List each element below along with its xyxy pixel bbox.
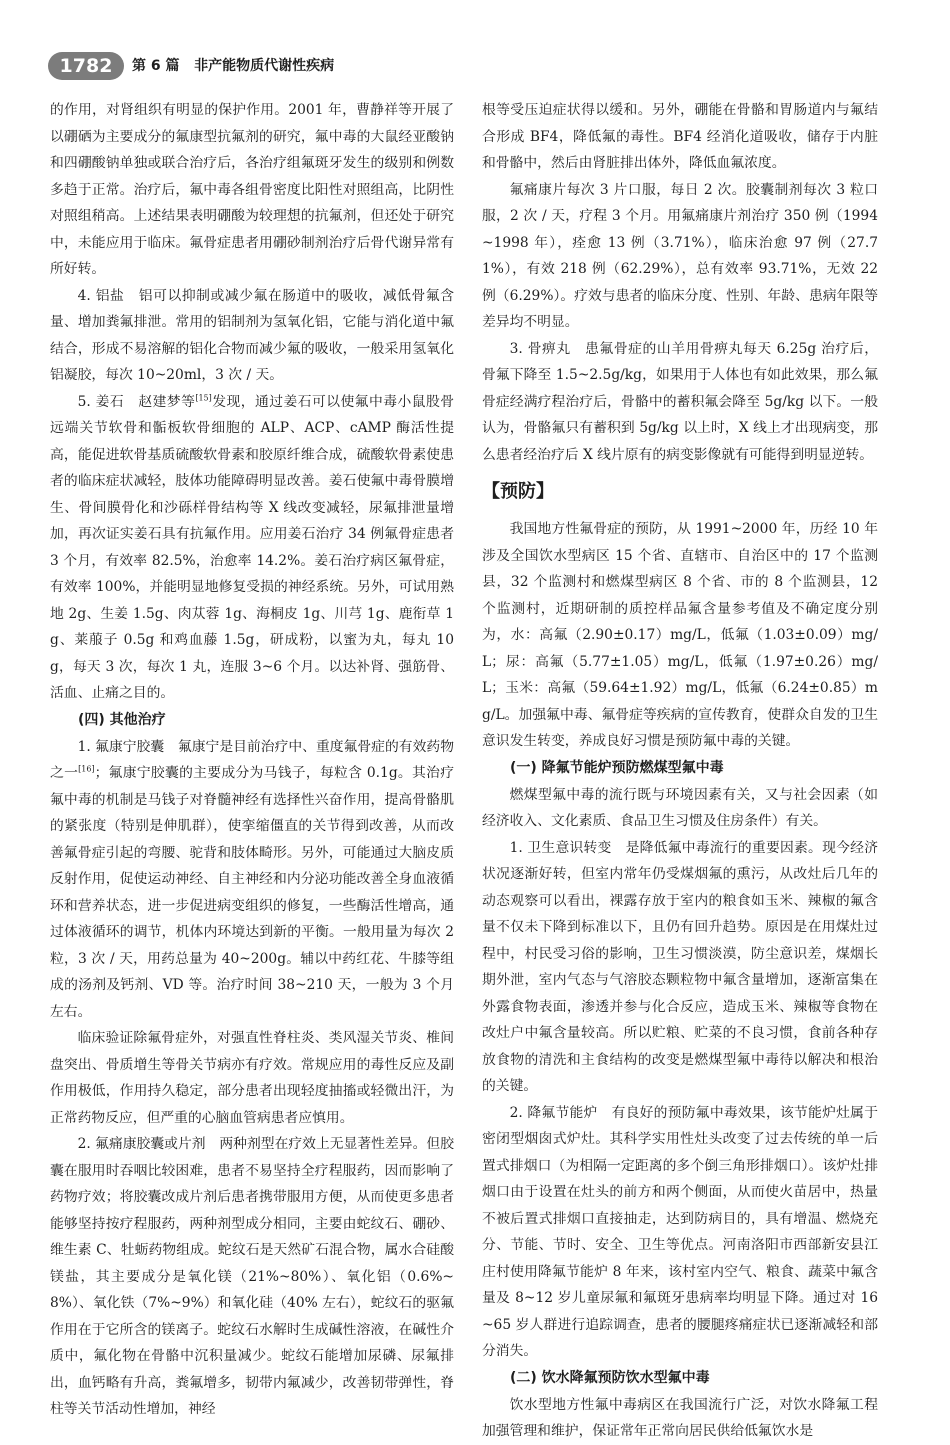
paragraph-futongkang-tablet: 氟痛康片每次 3 片口服，每日 2 次。胶囊制剂每次 3 粒口服，2 次 / 天，疗程 3 个月。用氟痛康片剂治疗 350 例（1994~1998 年），痊愈 13 例（3.71%），临床治愈 97 例（27.71%），有效 218 例（62.29%），总有效率 93.71%，无效 22 例（6.29%）。疗效与患者的临床分度、性别、年龄、患病年限等差异均不明显。 bbox=[482, 181, 878, 330]
paragraph-prevention: 我国地方性氟骨症的预防，从 1991~2000 年，历经 10 年涉及全国饮水型病区 15 个省、直辖市、自治区中的 17 个监测县，32 个监测村和燃煤型病区 8 个省、市的 8 个监测县，12 个监测村，近期研制的质控样品氟含量参考值及不确定度分别为，水：高氟（2.90±0.17）mg/L，低氟（1.03±0.09）mg/L；尿：高氟（5.77±1.05）mg/L，低氟（1.97±0.26）mg/L；玉米：高氟（59.64±1.92）mg/L，低氟（6.24±0.85）mg/L。加强氟中毒、氟骨症等疾病的宣传教育，使群众自发的卫生意识发生转变，养成良好习惯是预防氟中毒的关键。 bbox=[482, 521, 878, 749]
part-label: 第 6 篇 bbox=[132, 58, 180, 74]
citation-15: [15] bbox=[195, 392, 212, 402]
heading-water-defluoridation: (二) 饮水降氟预防饮水型氟中毒 bbox=[510, 1369, 710, 1386]
ginger-text-b: 发现，通过姜石可以使氟中毒小鼠股骨远端关节软骨和骺板软骨细胞的 ALP、ACP、cAMP 酶活性提高，能促进软骨基质硫酸软骨素和胶原纤维合成，硫酸软骨素使患者的临床症状减轻，肢体功能障碍明显改善。姜石使氟中毒骨膜增生、骨间膜骨化和沙砾样骨结构等 X 线改变减轻，尿氟排泄量增加，再次证实姜石具有抗氟作用。应用姜石治疗 34 例氟骨症患者 3 个月，有效率 82.5%，治愈率 14.2%。姜石治疗病区氟骨症，有效率 100%，并能明显地修复受损的神经系统。另外，可试用熟地 2g、生姜 1.5g、肉苁蓉 1g、海桐皮 1g、川芎 1g、鹿衔草 1g、莱菔子 0.5g 和鸡血藤 1.5g，研成粉，以蜜为丸，每丸 10g，每天 3 次，每次 1 丸，连服 3~6 个月。以达补肾、强筋骨、活血、止痛之目的。 bbox=[50, 393, 454, 701]
paragraph-boron-continued: 的作用，对肾组织有明显的保护作用。2001 年，曹静祥等开展了以硼硒为主要成分的氟康型抗氟剂的研究，氟中毒的大鼠经亚酸钠和四硼酸钠单独或联合治疗后，各治疗组氟斑牙发生的级别和例数多趋于正常。治疗后，氟中毒各组骨密度比阳性对照组高，比阴性对照组稍高。上述结果表明硼酸为较理想的抗氟剂，但还处于研究中，未能应用于临床。氟骨症患者用硼砂制剂治疗后骨代谢异常有所好转。 bbox=[50, 102, 454, 277]
page-number-badge: 1782 bbox=[48, 52, 124, 80]
heading-prevention: 【预防】 bbox=[482, 481, 554, 502]
paragraph-water-type: 饮水型地方性氟中毒病区在我国流行广泛，对饮水降氟工程加强管理和维护，保证常年正常向居民供给低氟饮水是 bbox=[482, 1396, 878, 1439]
paragraph-coal-type: 燃煤型氟中毒的流行既与环境因素有关，又与社会因素（如经济收入、文化素质、食品卫生习惯及住房条件）有关。 bbox=[482, 786, 878, 829]
heading-coal-stove: (一) 降氟节能炉预防燃煤型氟中毒 bbox=[510, 759, 724, 776]
paragraph-aluminum: 4. 铝盐 铝可以抑制或减少氟在肠道中的吸收，减低骨氟含量、增加粪氟排泄。常用的铝制剂为氢氧化铝，它能与消化道中氟结合，形成不易溶解的铝化合物而减少氟的吸收，一般采用氢氧化铝凝胶，每次 10~20ml，3 次 / 天。 bbox=[50, 287, 454, 383]
running-header bbox=[48, 52, 908, 82]
citation-16: [16] bbox=[78, 764, 95, 774]
left-column bbox=[50, 97, 454, 1423]
chapter-title: 非产能物质代谢性疾病 bbox=[194, 58, 335, 74]
paragraph-futongkang-continued: 根等受压迫症状得以缓和。另外，硼能在骨骼和胃肠道内与氟结合形成 BF4，降低氟的毒性。BF4 经消化道吸收，储存于内脏和骨骼中，然后由肾脏排出体外，降低血氟浓度。 bbox=[482, 102, 878, 171]
right-column bbox=[482, 97, 878, 1445]
ginger-text-a: 5. 姜石 赵建梦等 bbox=[77, 393, 196, 410]
paragraph-fukangning bbox=[50, 734, 454, 1026]
paragraph-clinical-verification: 临床验证除氟骨症外，对强直性脊柱炎、类风湿关节炎、椎间盘突出、骨质增生等骨关节病亦有疗效。常规应用的毒性反应及副作用极低，作用持久稳定，部分患者出现轻度抽搐或轻微出汗，为正常药物反应，但严重的心脑血管病患者应慎用。 bbox=[50, 1030, 454, 1126]
paragraph-ginger bbox=[50, 389, 454, 707]
paragraph-energy-saving-stove: 2. 降氟节能炉 有良好的预防氟中毒效果，该节能炉灶属于密闭型烟囱式炉灶。其科学实用性灶头改变了过去传统的单一后置式排烟口（为相隔一定距离的多个倒三角形排烟口）。该炉灶排烟口由于设置在灶头的前方和两个侧面，从而使火苗居中，热量不被后置式排烟口直接抽走，达到防病目的，具有增温、燃烧充分、节能、节时、安全、卫生等优点。河南洛阳市西部新安县江庄村使用降氟节能炉 8 年来，该村室内空气、粮食、蔬菜中氟含量及 8~12 岁儿童尿氟和氟斑牙患病率均明显下降。通过对 16~65 岁人群进行追踪调查，患者的腰腿疼痛症状已逐渐减轻和部分消失。 bbox=[482, 1104, 878, 1359]
fukangning-text-a: 1. 氟康宁胶囊 氟康宁是目前治疗中、重度氟骨症的有效药物之一 bbox=[50, 738, 454, 781]
fukangning-text-b: ；氟康宁胶囊的主要成分为马钱子，每粒含 0.1g。其治疗氟中毒的机制是马钱子对脊髓神经有选择性兴奋作用，提高骨骼肌的紧张度（特别是伸肌群），使挛缩僵直的关节得到改善，从而改善氟骨症引起的弯腰、驼背和肢体畸形。另外，可能通过大脑皮质反射作用，促使运动神经、自主神经和内分泌功能改善全身血液循环和营养状态，进一步促进病变组织的修复，一些酶活性增高，通过体液循环的调节，机体内环境达到新的平衡。一般用量为每次 2 粒，3 次 / 天，用药总量为 40~200g。辅以中药红花、牛膝等组成的汤剂及钙剂、VD 等。治疗时间 38~210 天，一般为 3 个月左右。 bbox=[50, 765, 454, 1020]
paragraph-hygiene-awareness: 1. 卫生意识转变 是降低氟中毒流行的重要因素。现今经济状况逐渐好转，但室内常年仍受煤烟氟的熏污，从改灶后几年的动态观察可以看出，裸露存放于室内的粮食如玉米、辣椒的氟含量不仅未下降到标准以下，且仍有回升趋势。原因是在用煤灶过程中，村民受习俗的影响，卫生习惯淡漠，防尘意识差，煤烟长期外泄，室内气态与气溶胶态颗粒物中氟含量增加，逐渐富集在外露食物表面，渗透并参与化合反应，造成玉米、辣椒等食物在改灶户中氟含量较高。所以贮粮、贮菜的不良习惯，食前各种存放食物的清洗和主食结构的改变是燃煤型氟中毒待以解决和根治的关键。 bbox=[482, 839, 878, 1094]
heading-other-treatment: (四) 其他治疗 bbox=[78, 711, 166, 728]
running-title bbox=[132, 56, 334, 76]
paragraph-futongkang: 2. 氟痛康胶囊或片剂 两种剂型在疗效上无显著性差异。但胶囊在服用时吞咽比较困难，患者不易坚持全疗程服药，因而影响了药物疗效；将胶囊改成片剂后患者携带服用方便，从而使更多患者能够坚持按疗程服药，两种剂型成分相同，主要由蛇纹石、硼砂、维生素 C、牡蛎药物组成。蛇纹石是天然矿石混合物，属水合硅酸镁盐，其主要成分是氧化镁（21%~80%）、氧化铝（0.6%~8%）、氧化铁（7%~9%）和氧化硅（40% 左右），蛇纹石的驱氟作用在于它所含的镁离子。蛇纹石水解时生成碱性溶液，在碱性介质中，氟化物在骨骼中沉积量减少。蛇纹石能增加尿磷、尿氟排出，血钙略有升高，粪氟增多，韧带内氟减少，改善韧带弹性，脊柱等关节活动性增加，神经 bbox=[50, 1136, 454, 1417]
paragraph-gubi-pill: 3. 骨痹丸 患氟骨症的山羊用骨痹丸每天 6.25g 治疗后，骨氟下降至 1.5~2.5g/kg，如果用于人体也有如此效果，那么氟骨症经满疗程治疗后，骨骼中的蓄积氟会降至 5g/kg 以下。一般认为，骨骼氟只有蓄积到 5g/kg 以上时，X 线上才出现病变，那么患者经治疗后 X 线片原有的病变影像就有可能得到明显逆转。 bbox=[482, 340, 878, 463]
